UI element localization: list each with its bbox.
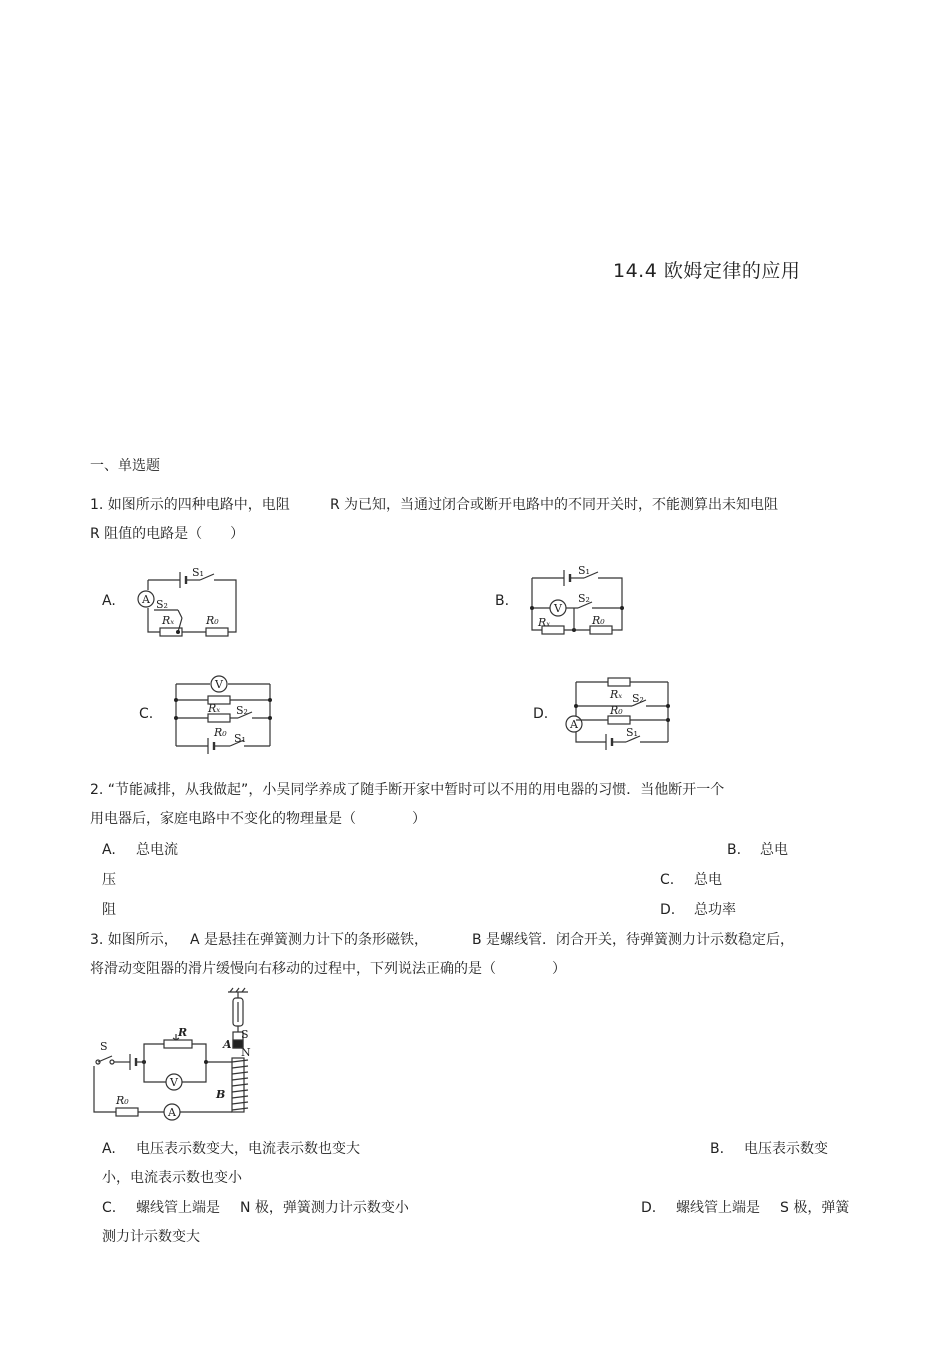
switch-s2-label: S₂	[156, 598, 168, 611]
ammeter-label: A	[570, 718, 578, 731]
resistor-r0-label: R₀	[214, 726, 227, 739]
q1-option-d-label: D.	[533, 706, 549, 722]
switch-s1-label: S₁	[234, 732, 246, 745]
voltmeter-label: V	[554, 602, 562, 615]
section-heading: 一、单选题	[90, 458, 160, 474]
q3-text-1c: B 是螺线管．闭合开关，待弹簧测力计示数稳定后，	[472, 932, 795, 948]
q3-option-c-text-1: 螺线管上端是	[136, 1200, 220, 1216]
q2-option-a-text: 总电流	[136, 842, 178, 858]
q1-option-a-label: A.	[102, 593, 116, 609]
circuit-diagram-a	[130, 566, 245, 644]
q3-option-c-label: C.	[102, 1200, 117, 1216]
resistor-rx-label: Rₓ	[538, 616, 551, 629]
q2-text-1: 2. “节能减排，从我做起”，小吴同学养成了随手断开家中暂时可以不用的用电器的习惯．当他断开一个	[90, 782, 725, 798]
q3-option-d-label: D.	[641, 1200, 657, 1216]
ammeter-label: A	[168, 1106, 176, 1119]
q2-text-2: 用电器后，家庭电路中不变化的物理量是（ ）	[90, 811, 426, 827]
resistor-rx-label: Rₓ	[208, 702, 221, 715]
magnet-north-pole-label: N	[241, 1046, 251, 1059]
switch-s1-label: S₁	[578, 564, 590, 577]
q3-text-1b: A 是悬挂在弹簧测力计下的条形磁铁，	[190, 932, 429, 948]
q3-option-c-text-2: N 极，弹簧测力计示数变小	[240, 1200, 409, 1216]
switch-s1-label: S₁	[192, 566, 204, 579]
solenoid-b-label: B	[216, 1088, 226, 1101]
q2-option-b-continued: 压	[102, 872, 116, 888]
q2-option-c-label: C.	[660, 872, 675, 888]
resistor-r0-label: R₀	[592, 614, 605, 627]
ammeter-label: A	[142, 593, 150, 606]
switch-s1-label: S₁	[626, 726, 638, 739]
q3-text-2: 将滑动变阻器的滑片缓慢向右移动的过程中，下列说法正确的是（ ）	[90, 961, 566, 977]
q1-text-2: R 阻值的电路是（ ）	[90, 526, 245, 542]
q2-option-c-continued: 阻	[102, 902, 116, 918]
q2-option-d-label: D.	[660, 902, 676, 918]
resistor-r0-label: R₀	[116, 1094, 129, 1107]
q1-option-c-label: C.	[139, 706, 154, 722]
switch-s2-label: S₂	[236, 704, 248, 717]
q2-option-b-label: B.	[727, 842, 742, 858]
resistor-r0-label: R₀	[610, 704, 623, 717]
page-title: 14.4 欧姆定律的应用	[613, 260, 801, 282]
q2-option-d-text: 总功率	[694, 902, 736, 918]
q3-option-d-continued: 测力计示数变大	[102, 1229, 200, 1245]
circuit-diagram-solenoid	[90, 990, 270, 1125]
resistor-rx-label: Rₓ	[610, 688, 623, 701]
q3-option-d-text-2: S 极，弹簧	[780, 1200, 850, 1216]
q2-option-b-text: 总电	[760, 842, 788, 858]
circuit-diagram-c	[168, 672, 280, 752]
q3-option-a-label: A.	[102, 1141, 116, 1157]
q1-option-b-label: B.	[495, 593, 510, 609]
voltmeter-label: V	[170, 1076, 178, 1089]
q1-text-1c: 为已知，当通过闭合或断开电路中的不同开关时，不能测算出未知电阻	[344, 497, 778, 513]
resistor-r0-label: R₀	[206, 614, 219, 627]
q3-option-b-label: B.	[710, 1141, 725, 1157]
magnet-south-pole-label: S	[241, 1028, 249, 1041]
voltmeter-label: V	[215, 678, 223, 691]
rheostat-r-label: R	[178, 1026, 188, 1039]
q1-text-1a: 1. 如图所示的四种电路中，电阻	[90, 497, 290, 513]
q3-option-b-text: 电压表示数变	[744, 1141, 828, 1157]
circuit-diagram-d	[562, 674, 674, 752]
switch-s-label: S	[100, 1040, 108, 1053]
q2-option-a-label: A.	[102, 842, 116, 858]
q1-text-1b: R	[330, 497, 340, 513]
switch-s2-label: S₂	[578, 592, 590, 605]
magnet-a-label: A	[223, 1038, 232, 1051]
q3-text-1a: 3. 如图所示，	[90, 932, 178, 948]
q3-option-b-continued: 小，电流表示数也变小	[102, 1170, 242, 1186]
q3-option-a-text: 电压表示数变大，电流表示数也变大	[136, 1141, 360, 1157]
q2-option-c-text: 总电	[694, 872, 722, 888]
q3-option-d-text-1: 螺线管上端是	[676, 1200, 760, 1216]
switch-s2-label: S₂	[632, 692, 644, 705]
circuit-diagram-b	[528, 564, 638, 644]
resistor-rx-label: Rₓ	[162, 614, 175, 627]
